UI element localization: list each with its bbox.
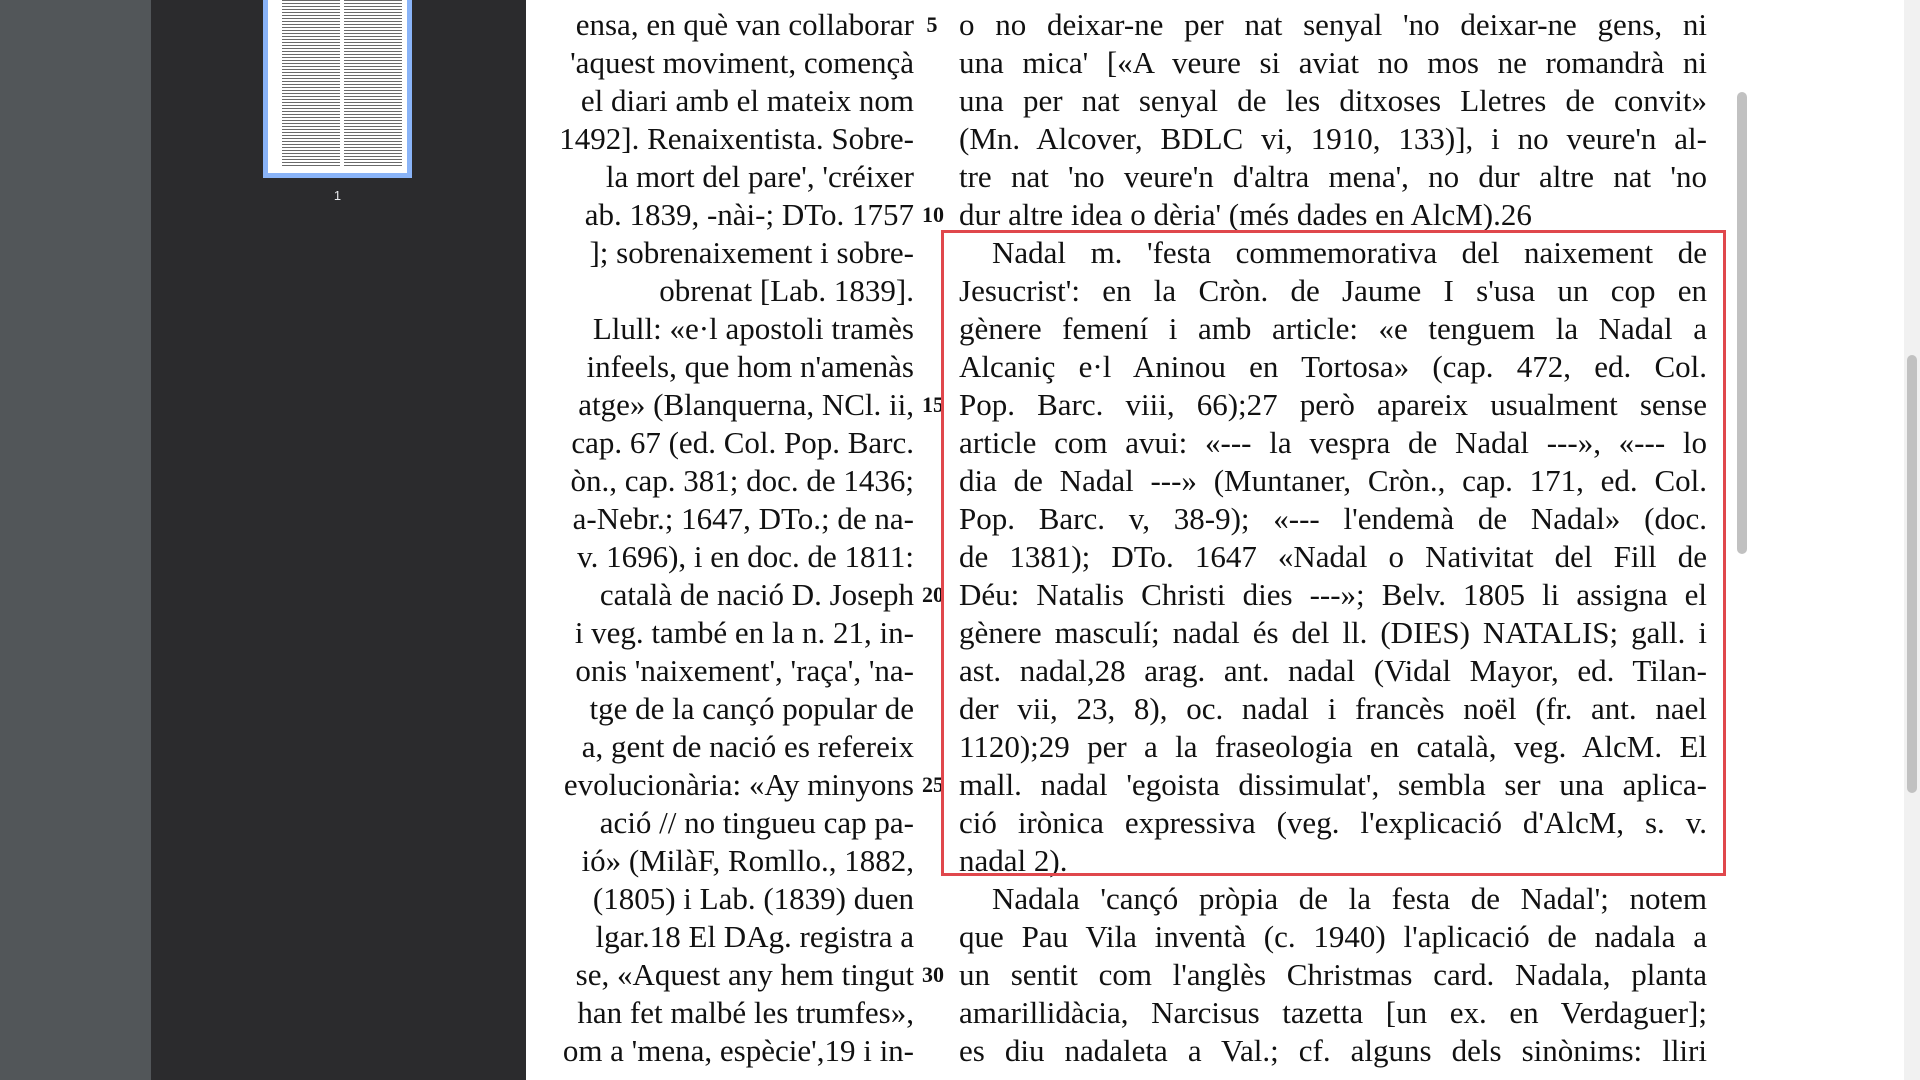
- right-column-line: o no deixar-ne per nat senyal 'no deixar-ne gens, ni: [959, 7, 1707, 42]
- right-column-line: Déu: Natalis Christi dies ---»; Belv. 1805 li assigna el: [959, 577, 1707, 612]
- line-number: 20: [922, 582, 944, 607]
- left-column-line: han fet malbé les trumfes»,: [577, 995, 914, 1030]
- right-column-line: amarillidàcia, Narcisus tazetta [un ex. en Verdaguer];: [959, 995, 1707, 1030]
- right-column-line: es diu nadaleta a Val.; cf. alguns dels sinònims: lliri: [959, 1033, 1707, 1068]
- page-thumbnail-selected[interactable]: [263, 0, 412, 178]
- left-column-line: la mort del pare', 'créixer: [605, 159, 914, 194]
- thumbnail-text-column-right: [344, 0, 402, 167]
- right-column-line: mall. nadal 'egoista dissimulat', sembla ser una aplica-: [959, 767, 1707, 802]
- left-column-line: 1492]. Renaixentista. Sobre-: [559, 121, 914, 156]
- right-column-line: Pop. Barc. viii, 66);27 però apareix usualment sense: [959, 387, 1707, 422]
- right-text-column: [959, 0, 1707, 1080]
- right-column-line: dia de Nadal ---» (Muntaner, Cròn., cap. 171, ed. Col.: [959, 463, 1707, 498]
- left-column-line: (1805) i Lab. (1839) duen: [592, 881, 914, 916]
- line-number: 25: [922, 772, 944, 797]
- right-column-line: tre nat 'no veure'n d'altra mena', no dur altre nat 'no: [959, 159, 1707, 194]
- left-column-line: tge de la cançó popular de: [589, 691, 914, 726]
- left-column-line: onis 'naixement', 'raça', 'na-: [575, 653, 914, 688]
- viewer-left-gutter: [0, 0, 151, 1080]
- right-column-line: 1120);29 per a la fraseologia en català, veg. AlcM. El: [959, 729, 1707, 764]
- left-column-line: òn., cap. 381; doc. de 1436;: [570, 463, 914, 498]
- scrollbar-thumb[interactable]: [1907, 355, 1917, 793]
- page-thumbnail-image: [268, 0, 407, 173]
- right-column-line: nadal 2).: [959, 843, 1068, 878]
- line-number: 15: [922, 392, 944, 417]
- left-column-line: ensa, en què van collaborar: [575, 7, 914, 42]
- right-column-line: Jesucrist': en la Cròn. de Jaume I s'usa un cop en: [959, 273, 1707, 308]
- right-column-line: article com avui: «--- la vespra de Nadal ---», «--- lo: [959, 425, 1707, 460]
- left-column-line: el diari amb el mateix nom: [580, 83, 914, 118]
- left-column-line: a-Nebr.; 1647, DTo.; de na-: [572, 501, 914, 536]
- page-scroll-indicator[interactable]: [1737, 92, 1747, 554]
- right-column-line: Pop. Barc. v, 38-9); «--- l'endemà de Nadal» (doc.: [959, 501, 1707, 536]
- right-column-line: Nadala 'cançó pròpia de la festa de Nadal'; notem: [992, 881, 1707, 916]
- left-column-line: ]; sobrenaixement i sobre-: [589, 235, 914, 270]
- right-column-line: dur altre idea o dèria' (més dades en AlcM).26: [959, 197, 1532, 232]
- left-column-line: Llull: «e·l apostoli tramès: [592, 311, 914, 346]
- vertical-scrollbar[interactable]: [1904, 0, 1920, 1080]
- left-column-line: cap. 67 (ed. Col. Pop. Barc.: [571, 425, 914, 460]
- left-column-line: ab. 1839, -nài-; DTo. 1757: [584, 197, 914, 232]
- left-column-line: evolucionària: «Ay minyons: [563, 767, 914, 802]
- left-column-line: català de nació D. Joseph: [599, 577, 914, 612]
- right-column-line: der vii, 23, 8), oc. nadal i francès noël (fr. ant. nael: [959, 691, 1707, 726]
- right-column-line: una mica' [«A veure si aviat no mos ne romandrà ni: [959, 45, 1707, 80]
- right-column-line: un sentit com l'anglès Christmas card. Nadala, planta: [959, 957, 1707, 992]
- right-column-line: de 1381); DTo. 1647 «Nadal o Nativitat del Fill de: [959, 539, 1707, 574]
- left-column-line: a, gent de nació es refereix: [581, 729, 914, 764]
- right-column-line: que Pau Vila inventà (c. 1940) l'aplicació de nadala a: [959, 919, 1707, 954]
- line-number: 30: [922, 962, 944, 987]
- left-column-line: se, «Aquest any hem tingut: [575, 957, 914, 992]
- right-column-line: Alcaniç e·l Aninou en Tortosa» (cap. 472, ed. Col.: [959, 349, 1707, 384]
- viewer-right-area: [1749, 0, 1904, 1080]
- right-column-line: ast. nadal,28 arag. ant. nadal (Vidal Mayor, ed. Tilan-: [959, 653, 1707, 688]
- thumbnail-text-column-left: [282, 0, 340, 167]
- document-page: [526, 0, 1749, 1080]
- left-column-line: lgar.18 El DAg. registra a: [595, 919, 914, 954]
- left-text-column: [526, 0, 914, 1080]
- left-column-line: 'aquest moviment, començà: [570, 45, 914, 80]
- right-column-line: gènere masculí; nadal és del ll. (DIES) NATALIS; gall. i: [959, 615, 1707, 650]
- left-column-line: i veg. també en la n. 21, in-: [574, 615, 914, 650]
- right-column-line: Nadal m. 'festa commemorativa del naixement de: [992, 235, 1707, 270]
- left-column-line: v. 1696), i en doc. de 1811:: [577, 539, 914, 574]
- left-column-line: atge» (Blanquerna, NCl. ii,: [578, 387, 914, 422]
- right-column-line: una per nat senyal de les ditxoses Lletres de convit»: [959, 83, 1707, 118]
- thumbnail-page-number: 1: [333, 188, 342, 203]
- left-column-line: ació // no tingueu cap pa-: [599, 805, 914, 840]
- right-column-line: (Mn. Alcover, BDLC vi, 1910, 133)], i no veure'n al-: [959, 121, 1707, 156]
- left-column-line: obrenat [Lab. 1839].: [659, 273, 914, 308]
- line-number: 5: [926, 12, 938, 37]
- line-number: 10: [922, 202, 944, 227]
- right-column-line: gènere femení i amb article: «e tenguem la Nadal a: [959, 311, 1707, 346]
- left-column-line: om a 'mena, espècie',19 i in-: [562, 1033, 914, 1068]
- left-column-line: infeels, que hom n'amenàs: [586, 349, 914, 384]
- left-column-line: ió» (MilàF, Romllo., 1882,: [581, 843, 914, 878]
- right-column-line: ció irònica expressiva (veg. l'explicació d'AlcM, s. v.: [959, 805, 1707, 840]
